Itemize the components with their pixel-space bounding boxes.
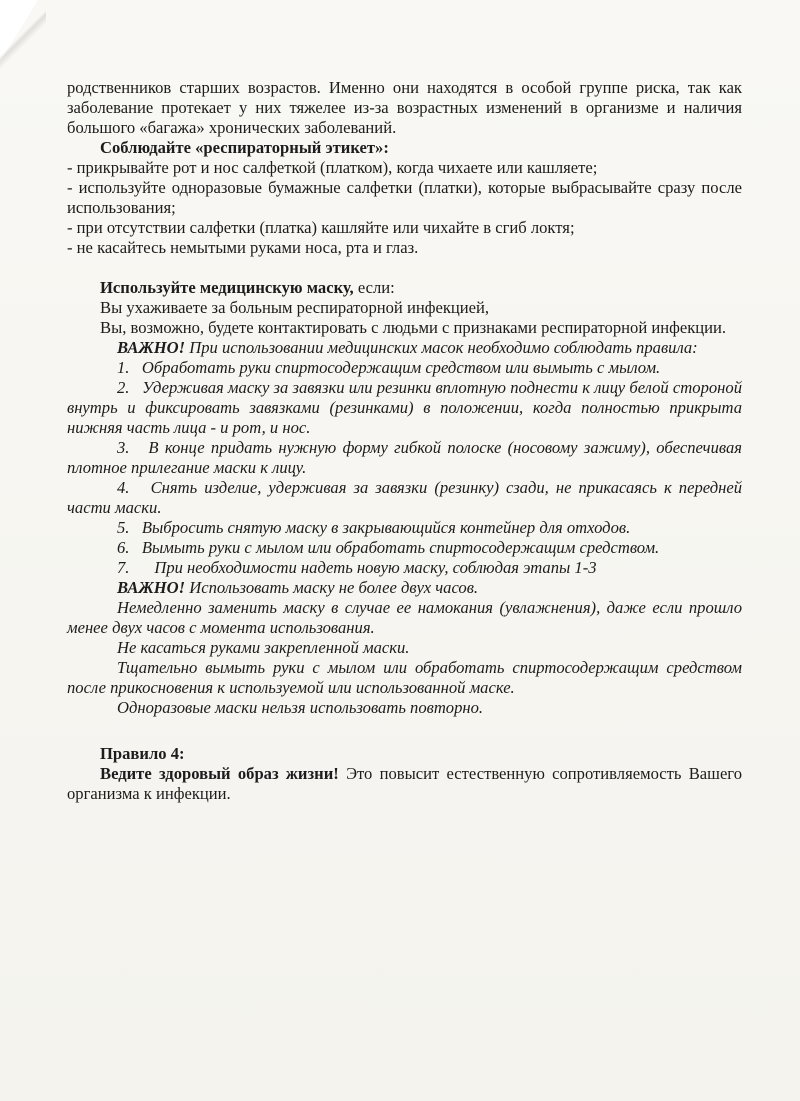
mask-heading-bold: Используйте медицинскую маску, — [100, 278, 354, 297]
mask-note: Тщательно вымыть руки с мылом или обработать спиртосодержащим средством после прикосновения к используемой или использованной маске. — [67, 658, 742, 697]
rule4-heading: Правило 4: — [100, 744, 185, 763]
important-text: При использовании медицинских масок необходимо соблюдать правила: — [185, 338, 698, 357]
rule4-lead-bold: Ведите здоровый образ жизни! — [100, 764, 339, 783]
mask-step: 4. Снять изделие, удерживая за завязки (резинку) сзади, не прикасаясь к передней части маски. — [67, 478, 742, 517]
mask-step: 5. Выбросить снятую маску в закрывающийся контейнер для отходов. — [117, 518, 631, 537]
important2-text: Использовать маску не более двух часов. — [185, 578, 479, 597]
important2-label: ВАЖНО! — [117, 578, 186, 597]
etiquette-item: - используйте одноразовые бумажные салфетки (платки), которые выбрасывайте сразу после использования; — [67, 178, 742, 217]
mask-condition: Вы, возможно, будете контактировать с людьми с признаками респираторной инфекции. — [100, 318, 727, 337]
mask-heading — [67, 278, 742, 298]
important-label: ВАЖНО! — [117, 338, 186, 357]
mask-heading-rest: если: — [353, 278, 395, 297]
rule4-paragraph — [67, 764, 742, 804]
mask-note: Немедленно заменить маску в случае ее намокания (увлажнения), даже если прошло менее двух часов с момента использования. — [67, 598, 742, 637]
document-body — [67, 78, 742, 804]
important2-paragraph — [67, 578, 742, 598]
spacer — [67, 718, 742, 744]
mask-step: 7. При необходимости надеть новую маску, соблюдая этапы 1-3 — [117, 558, 597, 577]
mask-note: Не касаться руками закрепленной маски. — [117, 638, 410, 657]
etiquette-item: - прикрывайте рот и нос салфеткой (платком), когда чихаете или кашляете; — [67, 158, 598, 177]
etiquette-heading: Соблюдайте «респираторный этикет»: — [100, 138, 389, 157]
mask-step: 6. Вымыть руки с мылом или обработать спиртосодержащим средством. — [117, 538, 660, 557]
etiquette-item: - при отсутствии салфетки (платка) кашляйте или чихайте в сгиб локтя; — [67, 218, 575, 237]
important-paragraph — [67, 338, 742, 358]
folded-corner-shadow — [0, 0, 46, 70]
etiquette-item: - не касайтесь немытыми руками носа, рта и глаз. — [67, 238, 419, 257]
rule4-lead-rest: Это повысит естественную сопротивляемость Вашего организма к инфекции. — [67, 764, 742, 803]
mask-step: 2. Удерживая маску за завязки или резинки вплотную поднести к лицу белой стороной внутрь и фиксировать завязками (резинками) в положении, когда полностью прикрыта нижняя часть лица - и рот, и нос. — [67, 378, 742, 437]
spacer — [67, 258, 742, 278]
mask-step: 3. В конце придать нужную форму гибкой полоске (носовому зажиму), обеспечивая плотное прилегание маски к лицу. — [67, 438, 742, 477]
mask-condition: Вы ухаживаете за больным респираторной инфекцией, — [100, 298, 490, 317]
mask-note: Одноразовые маски нельзя использовать повторно. — [117, 698, 484, 717]
mask-step: 1. Обработать руки спиртосодержащим средством или вымыть с мылом. — [117, 358, 661, 377]
intro-paragraph: родственников старших возрастов. Именно они находятся в особой группе риска, так как заболевание протекает у них тяжелее из-за возрастных изменений в организме и наличия большого «багажа» хронических заболеваний. — [67, 78, 742, 137]
